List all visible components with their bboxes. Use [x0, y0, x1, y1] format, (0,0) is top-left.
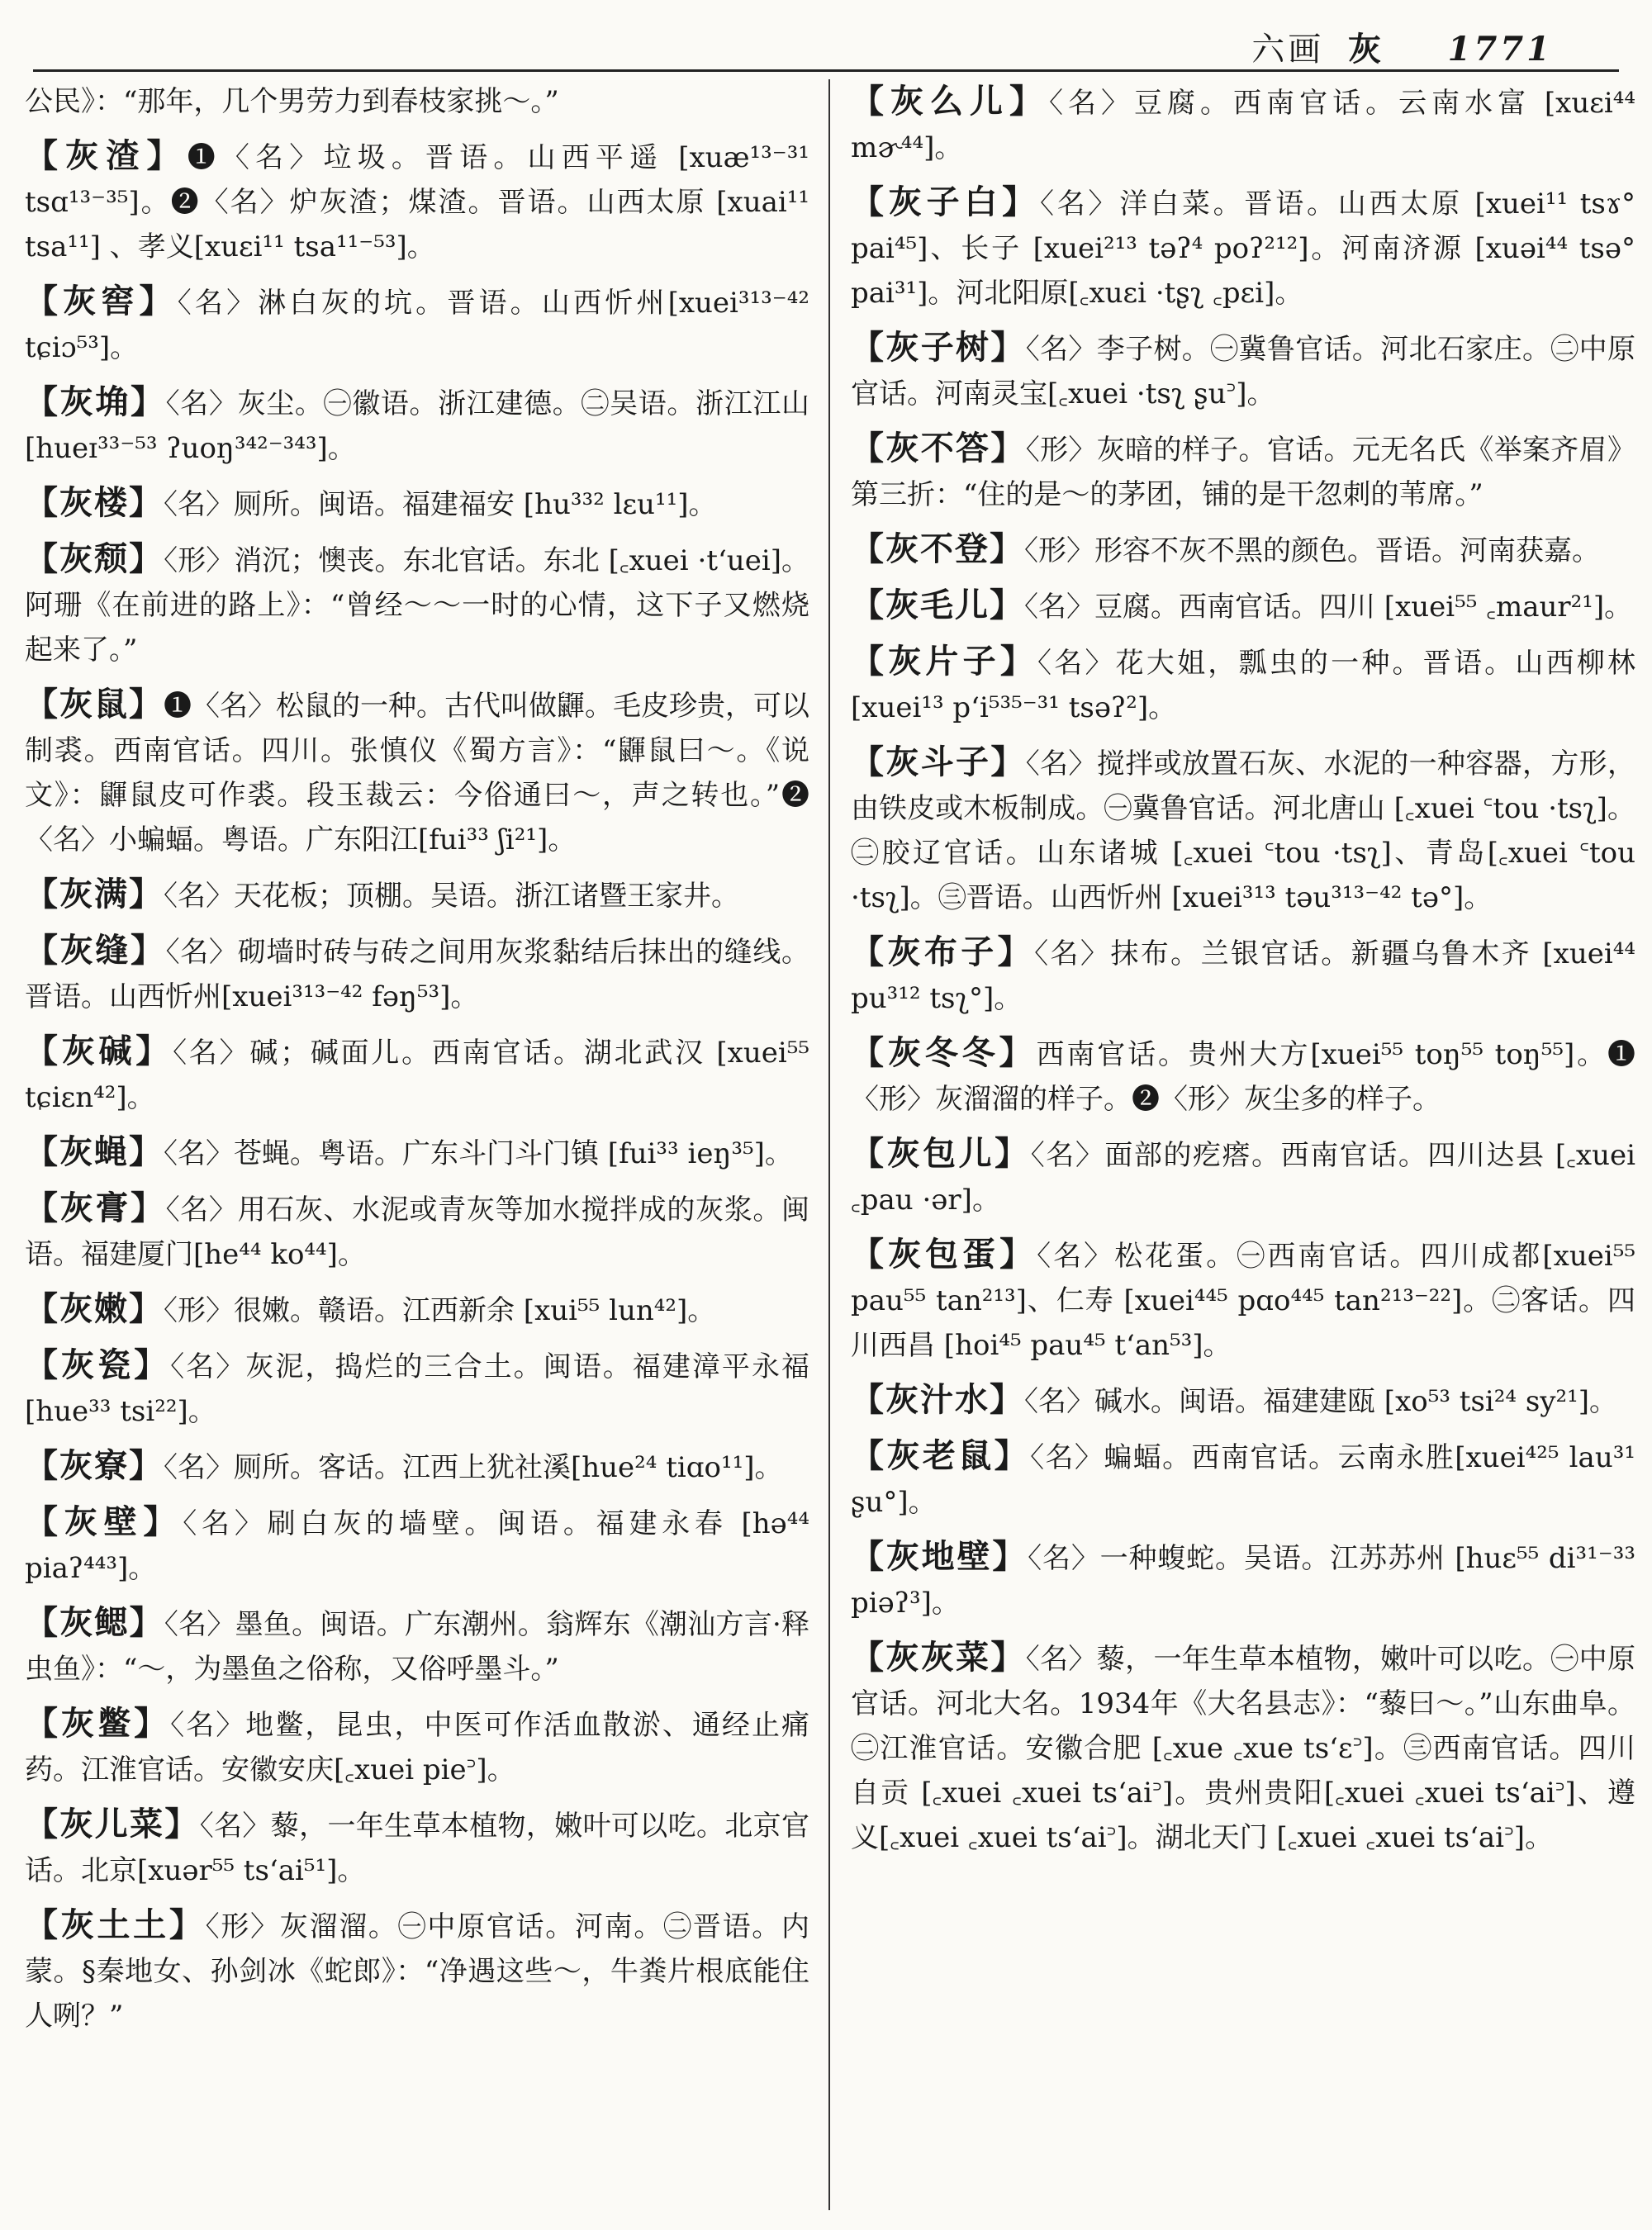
dictionary-entry [25, 1343, 809, 1434]
dictionary-entry [851, 426, 1635, 517]
entry-headword: 【灰么儿】 [851, 82, 1050, 121]
entry-definition: ❶〈名〉垃圾。晋语。山西平遥 [xuæ¹³⁻³¹ tsɑ¹³⁻³⁵]。❷〈名〉炉灰渣；煤渣。晋语。山西太原 [xuai¹¹ tsa¹¹] 、孝义[xuɛi¹¹ tsa¹¹⁻⁵³]。 [25, 141, 809, 263]
dictionary-entry [25, 380, 809, 471]
page-number: 1771 [1447, 30, 1553, 69]
entry-headword: 【灰老鼠】 [851, 1436, 1031, 1475]
dictionary-entry [851, 1232, 1635, 1368]
dictionary-entry [25, 1601, 809, 1691]
running-head [1251, 23, 1553, 70]
entry-definition: 〈形〉形容不灰不黑的颜色。晋语。河南获嘉。 [1024, 534, 1600, 567]
entry-headword: 【灰瓷】 [25, 1345, 171, 1384]
entry-definition: 〈名〉厕所。客话。江西上犹社溪[hue²⁴ tiɑo¹¹]。 [164, 1451, 783, 1484]
stroke-section: 六画 [1251, 31, 1325, 69]
dictionary-entry [25, 928, 809, 1019]
dictionary-entry [25, 1802, 809, 1893]
entry-headword: 【灰鼠】 [25, 685, 164, 724]
dictionary-entry [25, 1701, 809, 1792]
entry-definition: 〈名〉抹布。兰银官话。新疆乌鲁木齐 [xuei⁴⁴ pu³¹² tsʅ°]。 [851, 937, 1635, 1015]
entry-definition: 〈形〉灰暗的样子。官话。元无名氏《举案齐眉》第三折：“住的是～的茅团，铺的是干忽刺的苇席。” [851, 434, 1635, 511]
entry-definition: 〈名〉天花板；顶棚。吴语。浙江诸暨王家井。 [164, 880, 739, 913]
dictionary-entry [851, 1031, 1635, 1122]
entry-definition: 〈名〉淋白灰的坑。晋语。山西忻州[xuei³¹³⁻⁴² tɕiɔ⁵³]。 [25, 287, 809, 364]
dictionary-entry [25, 1500, 809, 1591]
entry-headword: 【灰地壁】 [851, 1537, 1028, 1576]
entry-headword: 【灰埆】 [25, 382, 166, 421]
entry-definition: 〈名〉松花蛋。㊀西南官话。四川成都[xuei⁵⁵ pau⁵⁵ tan²¹³]、仁寿 [xuei⁴⁴⁵ pɑo⁴⁴⁵ tan²¹³⁻²²]。㊁客话。四川西昌 [hoi⁴⁵ pau⁴⁵ tʻan⁵³]。 [851, 1240, 1635, 1362]
dictionary-entry [25, 1029, 809, 1120]
entry-headword: 【灰片子】 [851, 642, 1038, 681]
dictionary-entry [25, 481, 809, 527]
radical-char: 灰 [1347, 30, 1384, 69]
entry-definition: 〈名〉李子树。㊀冀鲁官话。河北石家庄。㊁中原官话。河南灵宝[꜀xuei ·tsʅ ʂu꜄]。 [851, 333, 1635, 410]
dictionary-entry [25, 1287, 809, 1333]
entry-definition: 〈名〉蝙蝠。西南官话。云南永胜[xuei⁴²⁵ lau³¹ ʂu°]。 [851, 1441, 1635, 1519]
entry-headword: 【灰渣】 [25, 136, 188, 175]
entry-headword: 【灰楼】 [25, 483, 164, 522]
entry-definition: 〈名〉藜，一年生草本植物，嫩叶可以吃。㊀中原官话。河北大名。1934年《大名县志》：“藜曰～。”山东曲阜。㊁江淮官话。安徽合肥 [꜀xue ꜀xue tsʻɛ꜄]。㊂西南官话。四川自贡 [꜀xuei ꜀xuei tsʻai꜄]。贵州贵阳[꜀xuei ꜀xuei tsʻai꜄]、遵义[꜀xuei ꜀xuei tsʻai꜄]。湖北天门 [꜀xuei ꜀xuei tsʻai꜄]。 [851, 1643, 1635, 1854]
dictionary-entry [851, 583, 1635, 629]
dictionary-entry [851, 1434, 1635, 1525]
entry-definition: 〈名〉刷白灰的墙壁。闽语。福建永春 [hə⁴⁴ piaʔ⁴⁴³]。 [25, 1507, 809, 1585]
entry-definition: 〈名〉洋白菜。晋语。山西太原 [xuei¹¹ tsɤ° pai⁴⁵]、长子 [xuei²¹³ təʔ⁴ poʔ²¹²]。河南济源 [xuəi⁴⁴ tsə° pai³¹]。河北阳原[꜀xuɛi ·tʂʅ ꜀pɛi]。 [851, 187, 1635, 310]
entry-headword: 【灰灰菜】 [851, 1638, 1026, 1677]
entry-definition: 〈名〉搅拌或放置石灰、水泥的一种容器，方形，由铁皮或木板制成。㊀冀鲁官话。河北唐山 [꜀xuei ꜂tou ·tsʅ]。㊁胶辽官话。山东诸城 [꜀xuei ꜂tou ·tsʅ]、青岛[꜀xuei ꜂tou ·tsʅ]。㊂晋语。山西忻州 [xuei³¹³ təu³¹³⁻⁴² tə°]。 [851, 747, 1635, 914]
entry-definition: 〈名〉碱水。闽语。福建建瓯 [xo⁵³ tsi²⁴ sy²¹]。 [1024, 1385, 1618, 1418]
entry-definition: 〈名〉灰尘。㊀徽语。浙江建德。㊁吴语。浙江江山 [hueɪ³³⁻⁵³ ʔuoŋ³⁴²⁻³⁴³]。 [25, 387, 809, 465]
entry-headword: 【灰子白】 [851, 183, 1040, 221]
dictionary-entry [851, 639, 1635, 730]
continued-text: 公民》：“那年，几个男劳力到春枝家挑～。” [25, 85, 559, 118]
entry-definition: 〈名〉花大姐，瓢虫的一种。晋语。山西柳林[xuei¹³ pʻi⁵³⁵⁻³¹ tsəʔ²]。 [851, 647, 1635, 724]
entry-headword: 【灰鳃】 [25, 1603, 164, 1642]
entry-headword: 【灰汁水】 [851, 1380, 1024, 1419]
dictionary-entry [25, 872, 809, 918]
entry-headword: 【灰膏】 [25, 1189, 166, 1227]
right-column [851, 79, 1635, 2218]
dictionary-entry [25, 279, 809, 370]
entry-headword: 【灰满】 [25, 875, 164, 913]
dictionary-entry [25, 682, 809, 862]
entry-headword: 【灰不登】 [851, 529, 1024, 568]
entry-headword: 【灰包蛋】 [851, 1235, 1037, 1274]
dictionary-entry [25, 537, 809, 672]
entry-definition: 〈名〉用石灰、水泥或青灰等加水搅拌成的灰浆。闽语。福建厦门[he⁴⁴ ko⁴⁴]。 [25, 1193, 809, 1271]
entry-headword: 【灰子树】 [851, 328, 1026, 367]
entry-headword: 【灰窖】 [25, 282, 178, 320]
right-entry-list [851, 79, 1635, 1860]
dictionary-entry [25, 1186, 809, 1277]
entry-definition: ❶〈名〉松鼠的一种。古代叫做鼲。毛皮珍贵，可以制裘。西南官话。四川。张慎仪《蜀方言》：“鼲鼠曰～。《说文》：鼲鼠皮可作裘。段玉裁云：今俗通曰～，声之转也。”❷〈名〉小蝙蝠。粤语。广东阳江[fui³³ ʃi²¹]。 [25, 690, 809, 856]
entry-definition: 〈名〉碱；碱面儿。西南官话。湖北武汉 [xuei⁵⁵ tɕiɛn⁴²]。 [25, 1037, 809, 1114]
left-entry-list [25, 134, 809, 2038]
dictionary-entry [851, 180, 1635, 316]
entry-headword: 【灰布子】 [851, 932, 1035, 971]
entry-headword: 【灰冬冬】 [851, 1033, 1037, 1072]
entry-headword: 【灰壁】 [25, 1502, 183, 1541]
dictionary-entry [25, 1444, 809, 1490]
entry-definition: 〈形〉消沉；懊丧。东北官话。东北 [꜀xuei ·tʻuei]。阿珊《在前进的路上》：“曾经～～一时的心情，这下子又燃烧起来了。” [25, 544, 809, 667]
entry-definition: 〈名〉一种蝮蛇。吴语。江苏苏州 [huɛ⁵⁵ di³¹⁻³³ piəʔ³]。 [851, 1542, 1635, 1620]
dictionary-entry [25, 134, 809, 269]
dictionary-entry [851, 740, 1635, 920]
dictionary-entry [851, 1635, 1635, 1860]
entry-headword: 【灰土土】 [25, 1905, 206, 1944]
entry-definition: 〈名〉豆腐。西南官话。四川 [xuei⁵⁵ ꜀maur²¹]。 [1024, 591, 1633, 624]
entry-headword: 【灰缝】 [25, 931, 166, 970]
entry-headword: 【灰寮】 [25, 1446, 164, 1485]
entry-definition: 〈名〉灰泥，捣烂的三合土。闽语。福建漳平永福[hue³³ tsi²²]。 [25, 1350, 809, 1428]
entry-headword: 【灰斗子】 [851, 743, 1026, 781]
entry-definition: 〈名〉豆腐。西南官话。云南水富 [xuɛi⁴⁴ mɚ⁴⁴]。 [851, 87, 1635, 164]
entry-definition: 西南官话。贵州大方[xuei⁵⁵ toŋ⁵⁵ toŋ⁵⁵]。❶〈形〉灰溜溜的样子。❷〈形〉灰尘多的样子。 [851, 1038, 1635, 1116]
entry-headword: 【灰包儿】 [851, 1134, 1031, 1173]
dictionary-entry [851, 1535, 1635, 1625]
entry-headword: 【灰毛儿】 [851, 586, 1024, 624]
entry-definition: 〈名〉苍蝇。粤语。广东斗门斗门镇 [fui³³ ieŋ³⁵]。 [164, 1137, 793, 1170]
dictionary-entry [25, 1130, 809, 1176]
dictionary-entry [851, 930, 1635, 1021]
entry-headword: 【灰儿菜】 [25, 1805, 200, 1843]
entry-definition: 〈名〉墨鱼。闽语。广东潮州。翁辉东《潮汕方言·释虫鱼》：“～，为墨鱼之俗称，又俗呼墨斗。” [25, 1608, 809, 1686]
entry-headword: 【灰蝇】 [25, 1132, 164, 1171]
dictionary-entry [851, 325, 1635, 416]
dictionary-entry [851, 1132, 1635, 1222]
entry-definition: 〈名〉地鳖，昆虫，中医可作活血散淤、通经止痛药。江淮官话。安徽安庆[꜀xuei pie꜄]。 [25, 1709, 809, 1786]
column-divider [828, 79, 830, 2210]
entry-headword: 【灰鳖】 [25, 1704, 171, 1743]
dictionary-entry [851, 527, 1635, 573]
entry-headword: 【灰碱】 [25, 1032, 173, 1070]
entry-definition: 〈名〉厕所。闽语。福建福安 [hu³³² lɛu¹¹]。 [164, 488, 717, 521]
entry-definition: 〈名〉砌墙时砖与砖之间用灰浆黏结后抹出的缝线。晋语。山西忻州[xuei³¹³⁻⁴² fəŋ⁵³]。 [25, 936, 809, 1013]
entry-headword: 【灰颓】 [25, 539, 164, 578]
entry-headword: 【灰嫩】 [25, 1289, 164, 1328]
left-column [25, 79, 809, 2218]
entry-definition: 〈名〉面部的疙瘩。西南官话。四川达县 [꜀xuei ꜀pau ·ər]。 [851, 1139, 1635, 1217]
page-header [33, 17, 1619, 72]
entry-definition: 〈形〉很嫩。赣语。江西新余 [xui⁵⁵ lun⁴²]。 [164, 1294, 716, 1327]
dictionary-entry [25, 1903, 809, 2038]
entry-definition: 〈名〉藜，一年生草本植物，嫩叶可以吃。北京官话。北京[xuər⁵⁵ tsʻai⁵¹]。 [25, 1810, 809, 1887]
dictionary-entry [851, 1378, 1635, 1424]
dictionary-entry [851, 79, 1635, 170]
entry-headword: 【灰不答】 [851, 429, 1026, 467]
entry-definition: 〈形〉灰溜溜。㊀中原官话。河南。㊁晋语。内蒙。§秦地女、孙剑冰《蛇郎》：“净遇这些～，牛粪片根底能住人咧？” [25, 1910, 809, 2033]
